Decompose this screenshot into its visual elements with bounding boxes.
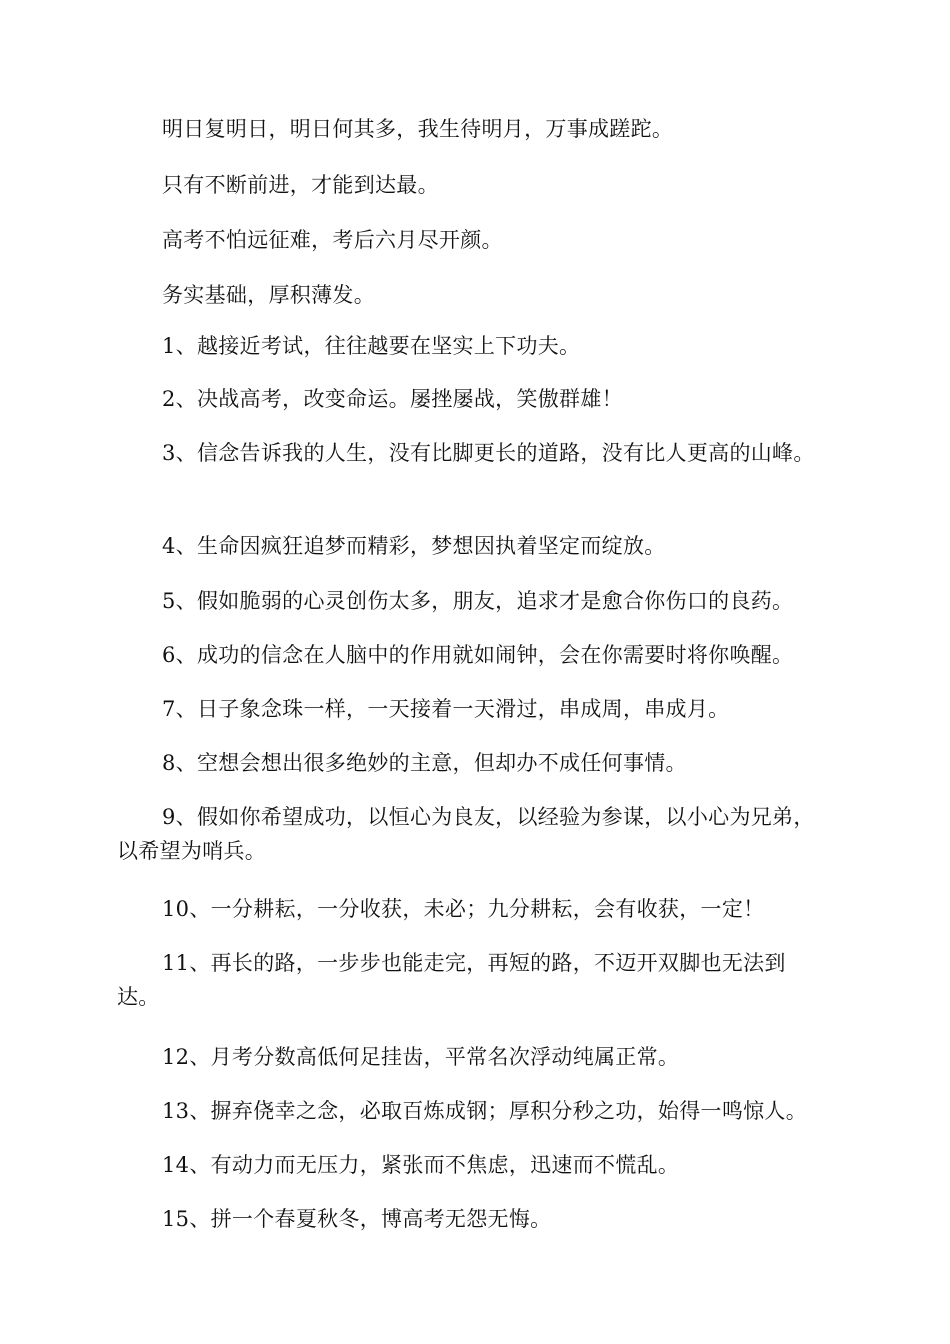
list-item: 7、日子象念珠一样，一天接着一天滑过，串成周，串成月。 <box>162 697 730 721</box>
paragraph: 务实基础，厚积薄发。 <box>162 283 375 307</box>
paragraph: 明日复明日，明日何其多，我生待明月，万事成蹉跎。 <box>162 117 674 141</box>
list-item: 5、假如脆弱的心灵创伤太多，朋友，追求才是愈合你伤口的良药。 <box>162 589 794 613</box>
list-item: 9、假如你希望成功，以恒心为良友，以经验为参谋，以小心为兄弟，以希望为哨兵。 <box>117 805 815 863</box>
list-item: 4、生命因疯狂追梦而精彩，梦想因执着坚定而绽放。 <box>162 534 666 558</box>
list-item: 8、空想会想出很多绝妙的主意，但却办不成任何事情。 <box>162 751 687 775</box>
list-item: 1、越接近考试，往往越要在坚实上下功夫。 <box>162 334 581 358</box>
list-item: 6、成功的信念在人脑中的作用就如闹钟，会在你需要时将你唤醒。 <box>162 643 794 667</box>
paragraph: 只有不断前进，才能到达最。 <box>162 173 439 197</box>
list-item: 10、一分耕耘，一分收获，未必；九分耕耘，会有收获，一定！ <box>162 897 765 921</box>
list-item: 11、再长的路，一步步也能走完，再短的路，不迈开双脚也无法到达。 <box>117 951 786 1009</box>
list-item: 2、决战高考，改变命运。屡挫屡战，笑傲群雄！ <box>162 387 623 411</box>
list-item: 13、摒弃侥幸之念，必取百炼成钢；厚积分秒之功，始得一鸣惊人。 <box>162 1099 808 1123</box>
list-item: 12、月考分数高低何足挂齿，平常名次浮动纯属正常。 <box>162 1045 680 1069</box>
list-item: 14、有动力而无压力，紧张而不焦虑，迅速而不慌乱。 <box>162 1153 680 1177</box>
list-item: 15、拼一个春夏秋冬，博高考无怨无悔。 <box>162 1207 552 1231</box>
list-item: 3、信念告诉我的人生，没有比脚更长的道路，没有比人更高的山峰。 <box>162 441 815 465</box>
paragraph: 高考不怕远征难，考后六月尽开颜。 <box>162 228 503 252</box>
